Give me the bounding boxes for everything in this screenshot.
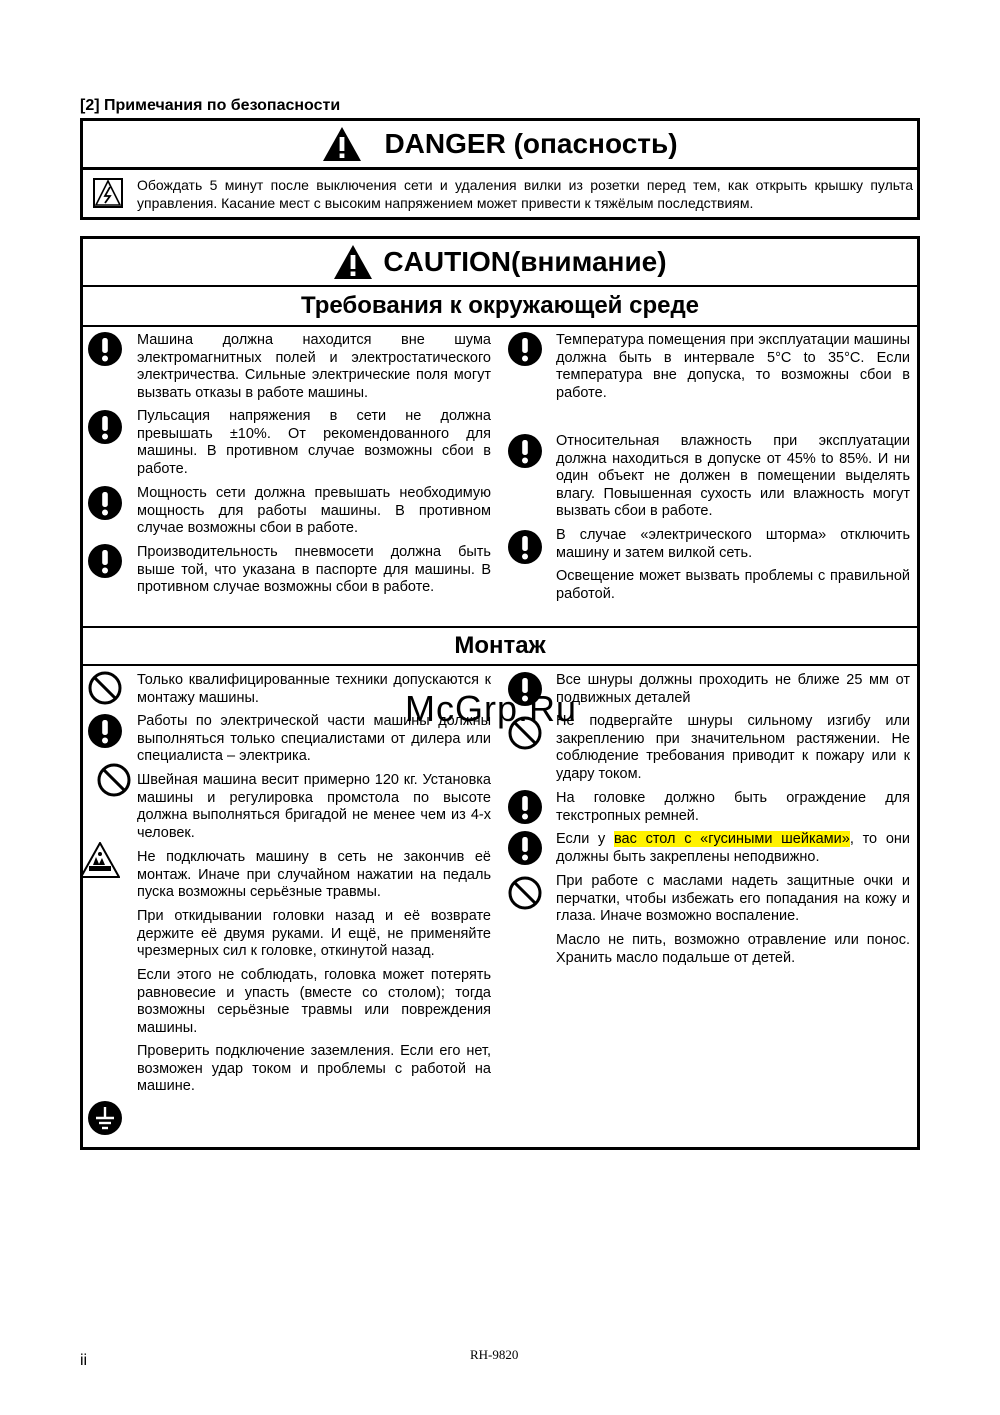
high-voltage-icon xyxy=(93,178,123,208)
danger-title: DANGER (опасность) xyxy=(384,128,678,159)
mandatory-icon xyxy=(508,530,542,564)
prohibition-icon xyxy=(508,876,542,910)
mandatory-icon xyxy=(88,714,122,748)
caution-header xyxy=(83,239,917,287)
mount-right-item: Не подвергайте шнуры сильному изгибу или закреплению при значительном растяжении. Не соблюдение требования приводит к пожару или к удару током. xyxy=(556,713,910,782)
mount-left-item: Швейная машина весит примерно 120 кг. Установка машины и регулировка промстола по высоте должна выполняться бригадой не менее чем из 4-х человек. xyxy=(137,772,491,841)
mount-left-item: Только квалифицированные техники допускаются к монтажу машины. xyxy=(137,672,491,706)
mount-right-item: При работе с маслами надеть защитные очки и перчатки, чтобы избежать его попадания на кожу и глаза. Иначе возможно воспаление. xyxy=(556,873,910,924)
env-left-item: Производительность пневмосети должна быть выше той, что указана в паспорте для машины. В противном случае возможны сбои в работе. xyxy=(137,544,491,595)
mandatory-icon xyxy=(88,544,122,578)
warning-triangle-icon xyxy=(333,244,373,280)
page-number: ii xyxy=(80,1352,88,1369)
mount-left-item: Если этого не соблюдать, головка может потерять равновесие и упасть (вместе со столом); тогда возможны серьёзные травмы или повреждения машины. xyxy=(137,967,491,1036)
section-title: [2] Примечания по безопасности xyxy=(80,97,341,114)
mandatory-icon xyxy=(508,831,542,865)
env-right-item: Относительная влажность при эксплуатации должна находиться в допуске от 45% to 85%. И ни один объект не должен в помещении выделять влагу. Повышенная сухость или влажность могут вызвать сбои в работе. xyxy=(556,433,910,519)
mandatory-icon xyxy=(88,410,122,444)
warning-triangle-icon xyxy=(322,126,362,162)
danger-box xyxy=(80,118,920,220)
mandatory-icon xyxy=(508,790,542,824)
mount-right-item: Масло не пить, возможно отравление или понос. Хранить масло подальше от детей. xyxy=(556,932,910,966)
mount-right-item: Все шнуры должны проходить не ближе 25 мм от подвижных деталей xyxy=(556,672,910,706)
prohibition-icon xyxy=(88,671,122,705)
env-right-item: Освещение может вызвать проблемы с правильной работой. xyxy=(556,568,910,602)
env-right-item: Температура помещения при эксплуатации машины должна быть в интервале 5°C to 35°C. Если температура вне допуска, то возможны сбои в работе. xyxy=(556,332,910,401)
mount-right-item: Если у вас стол с «гусиными шейками», то они должны быть закреплены неподвижно. xyxy=(556,831,910,865)
caution-title: CAUTION(внимание) xyxy=(383,246,667,277)
prohibition-icon xyxy=(97,763,131,797)
hand-injury-warning-icon xyxy=(80,842,120,878)
highlighted-text: вас стол с «гусиными шейками» xyxy=(614,831,850,847)
mandatory-icon xyxy=(508,332,542,366)
watermark: McGrp.Ru xyxy=(405,688,578,729)
mandatory-icon xyxy=(508,434,542,468)
mount-left-item: При откидывании головки назад и её возврате держите её двумя руками. И ещё, не применяйте чрезмерных сил к головке, откинутой назад. xyxy=(137,908,491,959)
env-left-item: Машина должна находится вне шума электромагнитных полей и электростатического электричества. Сильные электрические поля могут вызвать отказы в работе машины. xyxy=(137,332,491,401)
env-heading: Требования к окружающей среде xyxy=(83,287,917,327)
env-left-item: Мощность сети должна превышать необходимую мощность для работы машины. В противном случае возможны сбои в работе. xyxy=(137,485,491,536)
danger-text: Обождать 5 минут после выключения сети и удаления вилки из розетки перед тем, как открыть крышку пульта управления. Касание мест с высоким напряжением может привести к тяжёлым последствиям. xyxy=(137,177,913,211)
mandatory-icon xyxy=(88,332,122,366)
model-code: RH-9820 xyxy=(470,1347,519,1362)
env-right-item: В случае «электрического шторма» отключить машину и затем вилкой сеть. xyxy=(556,527,910,561)
mount-left-item: Работы по электрической части машины должны выполняться только специалистами от дилера или специалиста – электрика. xyxy=(137,713,491,764)
env-left-item: Пульсация напряжения в сети не должна превышать ±10%. От рекомендованного для машины. В противном случае возможны сбои в работе. xyxy=(137,408,491,477)
mount-left-item: Проверить подключение заземления. Если его нет, возможен удар током и проблемы с работой на машине. xyxy=(137,1043,491,1094)
mount-heading: Монтаж xyxy=(83,626,917,666)
mount-left-item: Не подключать машину в сеть не закончив её монтаж. Иначе при случайном нажатии на педаль пуска возможны серьёзные травмы. xyxy=(137,849,491,900)
danger-header xyxy=(83,121,917,170)
ground-icon xyxy=(88,1101,122,1135)
mandatory-icon xyxy=(88,486,122,520)
mount-right-item: На головке должно быть ограждение для текстропных ремней. xyxy=(556,790,910,824)
